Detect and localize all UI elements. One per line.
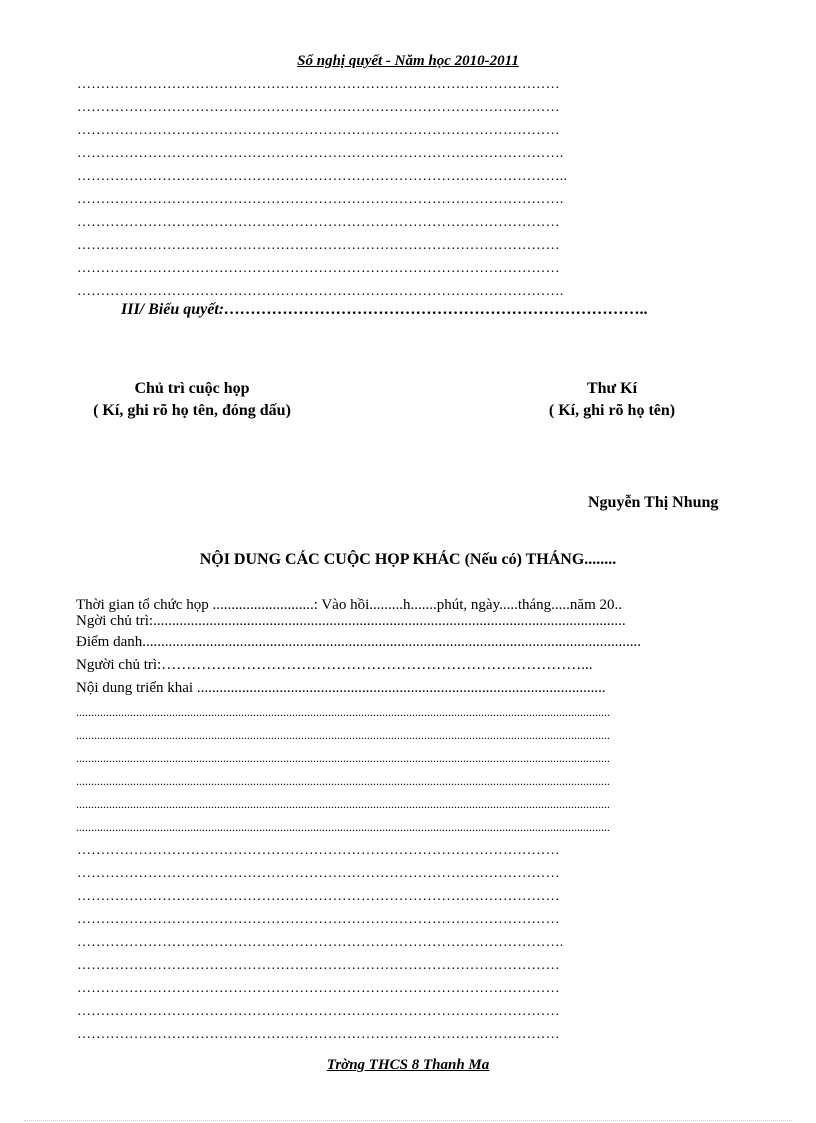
dotted-line: ………………………………………………………………………………………… [77,261,560,276]
chair-signature-block [76,378,308,422]
dotted-line: .................................................................................................................................................................................. [76,774,610,788]
field-content: Nội dung triển khai ............................................................................................................. [76,680,606,696]
chair-note: ( Kí, ghi rõ họ tên, đóng dấu) [93,402,291,419]
dotted-line: ………………………………………………………………………………………… [77,889,560,904]
dotted-line: .................................................................................................................................................................................. [76,728,610,742]
dotted-line: ………………………………………………………………………………………… [77,958,560,973]
dotted-line: ………………………………………………………………………………………… [77,215,560,230]
dotted-line: ………………………………………………………………………………………… [77,100,560,115]
secretary-note: ( Kí, ghi rõ họ tên) [548,402,676,419]
dotted-line: .................................................................................................................................................................................. [76,705,610,719]
dotted-line: …………………………………………………………………………………………. [77,146,564,161]
secretary-name: Nguyễn Thị Nhung [588,494,719,511]
dotted-line: ………………………………………………………………………………………… [77,981,560,996]
dotted-line: .................................................................................................................................................................................. [76,797,610,811]
resolution-label: III/ Biểu quyết: [121,301,225,318]
field-meeting-time: Thời gian tổ chức họp ...........................: Vào hồi.........h.......phút, ngày.....tháng.....năm 20.. [76,597,623,613]
chair-title: Chủ trì cuộc họp [134,380,250,397]
dotted-line: ………………………………………………………………………………………… [77,912,560,927]
dotted-line: …………………………………………………………………………………………. [77,935,564,950]
dotted-line: .................................................................................................................................................................................. [76,751,610,765]
dotted-line: ………………………………………………………………………………………… [77,1027,560,1042]
dotted-line: ………………………………………………………………………………………….. [77,169,568,184]
section-title: NỘI DUNG CÁC CUỘC HỌP KHÁC (Nếu có) THÁNG........ [199,551,617,568]
resolution-line [121,301,648,319]
page-footer: Trờng THCS 8 Thanh Ma [326,1057,490,1073]
dotted-line: …………………………………………………………………………………………. [77,284,564,299]
field-host: Ngời chủ trì:.............................................................................................................................. [76,613,626,629]
field-roll-call: Điểm danh..................................................................................................................................... [76,634,641,650]
dotted-line: ………………………………………………………………………………………… [77,1004,560,1019]
dotted-line: .................................................................................................................................................................................. [76,820,610,834]
dotted-line: ………………………………………………………………………………………… [77,123,560,138]
dotted-line: …………………………………………………………………………………………. [77,192,564,207]
dotted-line: ………………………………………………………………………………………… [77,77,560,92]
secretary-title: Thư Kí [586,380,638,397]
field-host-2: Người chủ trì:…………………………………………………………………………... [76,657,593,673]
dotted-line: ………………………………………………………………………………………… [77,843,560,858]
page-header: Sổ nghị quyết - Năm học 2010-2011 [297,53,519,69]
dotted-line: ………………………………………………………………………………………… [77,238,560,253]
resolution-dots: …………………………………………………………………….. [224,301,649,318]
dotted-line: ………………………………………………………………………………………… [77,866,560,881]
secretary-signature-block [534,378,690,422]
page-bottom-divider [24,1120,792,1121]
